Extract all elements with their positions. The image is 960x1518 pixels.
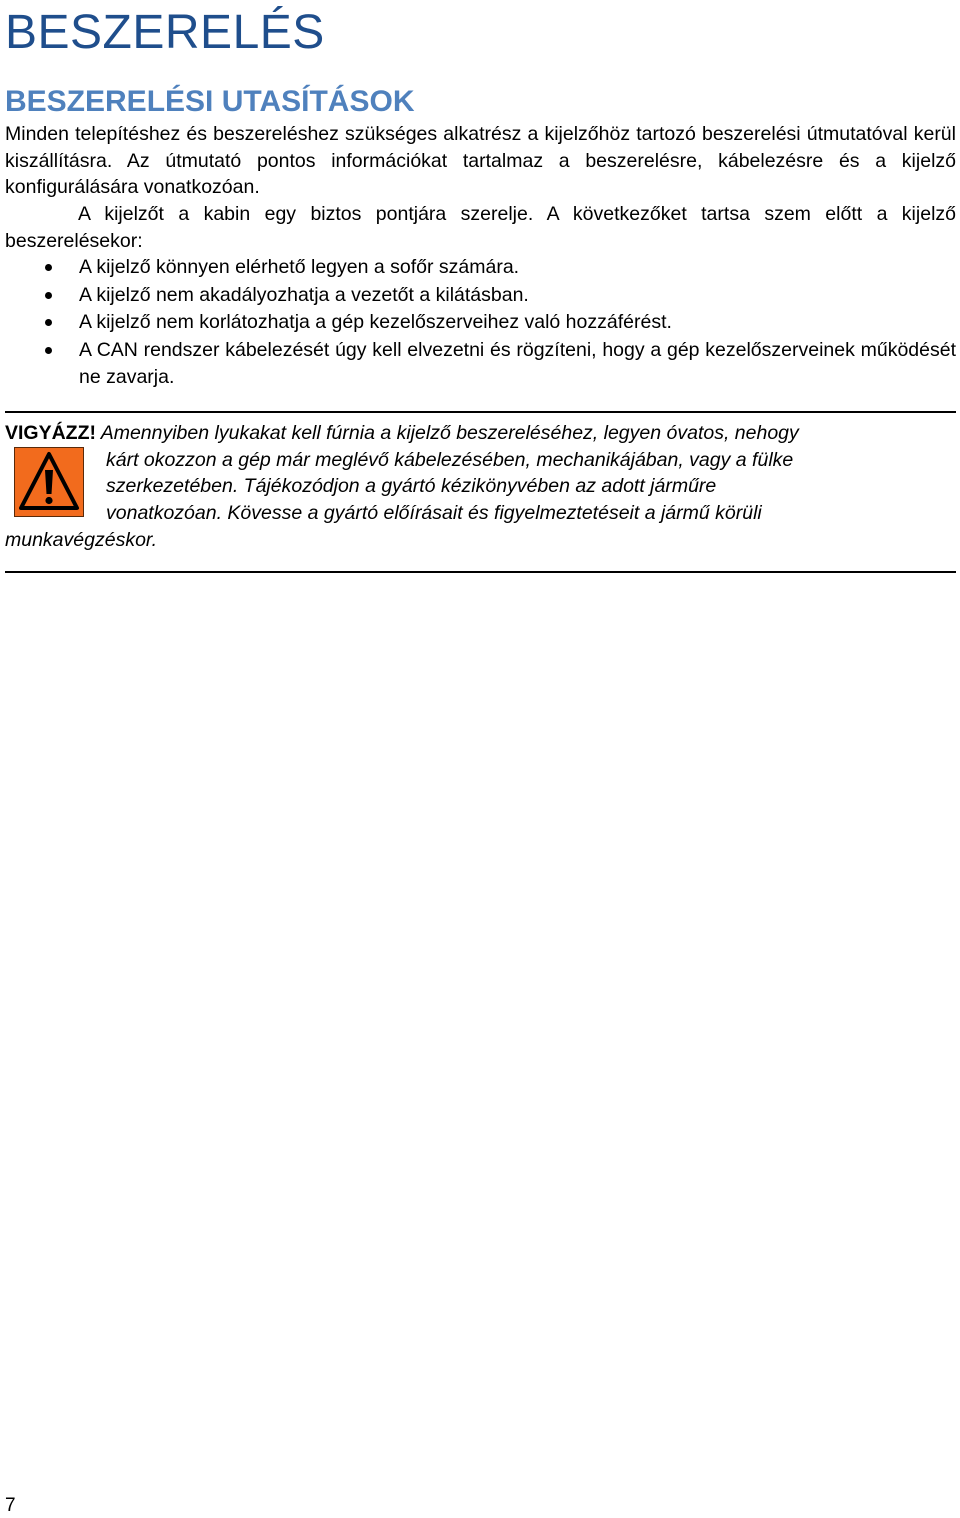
warning-notice — [5, 420, 956, 554]
warning-label: VIGYÁZZ! — [5, 422, 96, 444]
warning-text: Amennyiben lyukakat kell fúrnia a kijelző beszereléséhez, legyen óvatos, nehogy — [96, 422, 799, 444]
list-item — [5, 337, 956, 390]
divider — [5, 571, 956, 573]
installation-requirements-list — [5, 254, 956, 391]
bullet-icon — [45, 319, 52, 326]
page-title: BESZERELÉS — [5, 6, 325, 59]
list-item — [5, 254, 956, 281]
mount-instruction-paragraph: A kijelzőt a kabin egy biztos pontjára szerelje. A következőket tartsa szem előtt a kijelző beszerelésekor: — [5, 203, 956, 252]
list-item-text: A kijelző nem akadályozhatja a vezetőt a kilátásban. — [79, 283, 529, 306]
warning-line: vonatkozóan. Kövesse a gyártó előírásait és figyelmeztetéseit a jármű körüli — [106, 502, 762, 525]
list-item-text: A CAN rendszer kábelezését úgy kell elvezetni és rögzíteni, hogy a gép kezelőszerveinek működését ne zavarja. — [79, 339, 956, 388]
page-number: 7 — [5, 1495, 16, 1516]
warning-line: munkavégzéskor. — [5, 528, 158, 551]
warning-line: kárt okozzon a gép már meglévő kábelezésében, mechanikájában, vagy a fülke — [106, 448, 794, 471]
bullet-icon — [45, 264, 52, 271]
bullet-icon — [45, 292, 52, 299]
section-heading: BESZERELÉSI UTASÍTÁSOK — [5, 85, 415, 118]
warning-line: szerkezetében. Tájékozódjon a gyártó kézikönyvében az adott járműre — [106, 475, 717, 498]
bullet-icon — [45, 347, 52, 354]
list-item-text: A kijelző nem korlátozhatja a gép kezelőszerveihez való hozzáférést. — [79, 311, 672, 334]
warning-triangle-icon — [14, 447, 84, 517]
list-item — [5, 309, 956, 336]
warning-line — [5, 420, 956, 447]
list-item — [5, 282, 956, 309]
list-item-text: A kijelző könnyen elérhető legyen a sofőr számára. — [79, 256, 520, 278]
divider — [5, 411, 956, 413]
intro-paragraph: Minden telepítéshez és beszereléshez szükséges alkatrész a kijelzőhöz tartozó beszerelési útmutatóval kerül kiszállításra. Az útmutató pontos információkat tartalmaz a beszerelésre, kábelezésre és a kijelző konfigurálására vonatkozóan. — [5, 123, 956, 198]
